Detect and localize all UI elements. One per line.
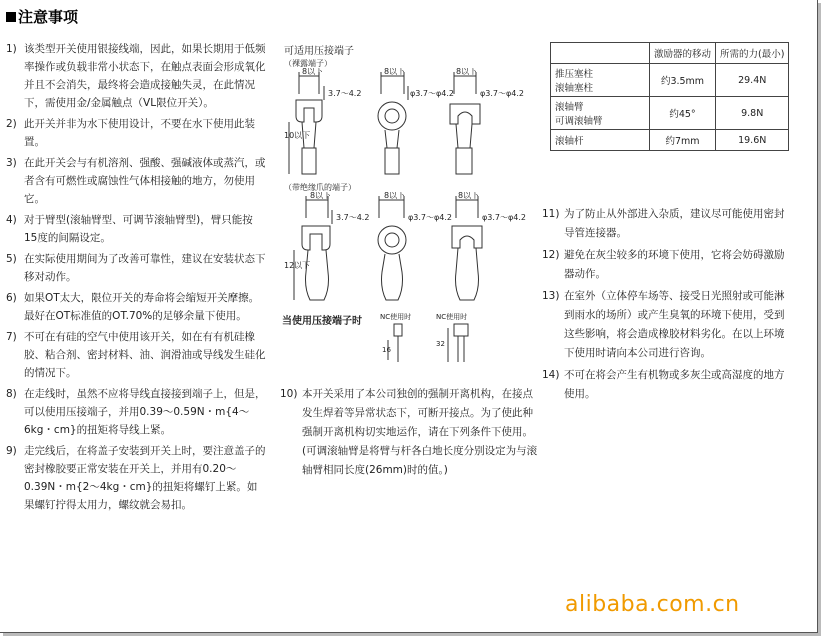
table-cell: 9.8N (716, 97, 789, 130)
dim-b-label: 32 (436, 340, 445, 348)
table-cell: 约45° (650, 97, 716, 130)
nc-section-label: 当使用压接端子时 (282, 316, 362, 327)
terminals-heading: 可适用压接端子 (284, 46, 354, 57)
table-cell: 滚轴杆 (551, 130, 650, 151)
dim-width-label: 8以下 (384, 192, 406, 200)
table-header: 激励器的移动 (650, 43, 716, 64)
bare-terminal-label: （裸露端子） (284, 59, 332, 68)
list-item: 13) 在室外（立体停车场等、接受日光照射或可能淋到雨水的场所）或产生臭氧的环境下使用，受到这些影响，将会造成橡胶材料劣化。在以上环境下使用时请向本公司进行咨询。 (542, 290, 785, 359)
table-cell: 推压塞柱 滚轴塞柱 (551, 64, 650, 97)
table-cell: 29.4N (716, 64, 789, 97)
dim-width-label: 8以下 (302, 68, 324, 76)
table-row (551, 130, 789, 151)
dim-width-label: 8以下 (310, 192, 332, 200)
table-cell: 19.6N (716, 130, 789, 151)
square-bullet-icon (6, 12, 16, 22)
watermark: alibaba.com.cn (565, 592, 740, 617)
dim-hole-label: φ3.7～φ4.2 (482, 213, 526, 222)
table-cell: 约3.5mm (650, 64, 716, 97)
list-item: 11) 为了防止从外部进入杂质，建议尽可能使用密封导管连接器。 (542, 208, 785, 239)
dim-hole-label: 3.7～4.2 (328, 89, 362, 98)
dim-width-label: 8以下 (384, 68, 406, 76)
nc-used-label: NC使用时 (436, 313, 468, 321)
list-item: 6) 如果OT太大，限位开关的寿命将会缩短开关摩擦。最好在OT标准值的OT.70%的足够余量下使用。 (6, 292, 260, 322)
dim-length-label: 10以下 (284, 131, 311, 140)
dim-a-label: 16 (382, 346, 391, 354)
table-header-row (551, 43, 789, 64)
list-item: 7) 不可在有硅的空气中使用该开关，如在有有机硅橡胶、粘合剂、密封材料、油、润滑油或导线发生硅化的情况下。 (6, 331, 266, 379)
table-cell: 滚轴臂 可调滚轴臂 (551, 97, 650, 130)
dim-length-label: 12以下 (284, 261, 311, 270)
dim-hole-label: φ3.7～φ4.2 (480, 89, 524, 98)
dim-width-label: 8以下 (458, 192, 480, 200)
insulated-terminals-diagram (284, 192, 544, 307)
dim-hole-label: φ3.7～φ4.2 (410, 89, 454, 98)
list-item: 3) 在此开关会与有机溶剂、强酸、强碱液体或蒸汽，或者含有可燃性或腐蚀性气体相接触的地方，勿使用它。 (6, 157, 266, 205)
dim-hole-label: φ3.7～φ4.2 (408, 213, 452, 222)
table-header (551, 43, 650, 64)
list-item: 10) 本开关采用了本公司独创的强制开离机构，在接点发生焊着等异常状态下，可断开接点。为了使此种强制开离机构切实地运作，请在下列条件下使用。(可调滚轴臂是将臂与杆各白地长度分别设定为与滚轴臂相同长度(26mm)时的值。) (280, 388, 538, 476)
nc-used-label: NC使用时 (380, 313, 412, 321)
list-item: 12) 避免在灰尘较多的环境下使用，它将会妨碍激励器动作。 (542, 249, 785, 280)
bare-terminals-diagram (284, 68, 544, 178)
list-item: 8) 在走线时，虽然不应将导线直接接到端子上，但是，可以使用压接端子，并用0.39～0.59N・m{4～6kg・cm}的扭矩将导线上紧。 (6, 388, 266, 436)
right-column (542, 205, 792, 407)
list-item: 2) 此开关并非为水下使用设计，不要在水下使用此装置。 (6, 118, 255, 148)
list-item: 9) 走完线后，在将盖子安装到开关上时，要注意盖子的密封橡胶要正常安装在开关上，并用有0.20～0.39N・m{2～4kg・cm}的扭矩将螺钉上紧。如果螺钉拧得太用力，螺纹就会易扣。 (6, 445, 266, 511)
table-row (551, 64, 789, 97)
nc-wiring-diagram (380, 310, 490, 370)
insulated-terminal-label: （带绝缘爪的端子） (284, 183, 356, 192)
list-item: 5) 在实际使用期间为了改善可靠性，建议在安装状态下移对动作。 (6, 253, 266, 283)
actuator-force-table (550, 42, 789, 151)
table-header: 所需的力(最小) (716, 43, 789, 64)
list-item: 14) 不可在将会产生有机物或多灰尘或高湿度的地方使用。 (542, 369, 785, 400)
page-title: 注意事项 (6, 6, 78, 27)
left-column (6, 40, 266, 517)
list-item: 4) 对于臂型(滚轴臂型、可调节滚轴臂型)，臂只能按15度的间隔设定。 (6, 214, 253, 244)
table-cell: 约7mm (650, 130, 716, 151)
list-item: 1) 该类型开关使用银接线端，因此，如果长期用于低频率操作或负载非常小状态下，在触点表面会形成氧化并且不会消失，最终将会造成接触失灵，在此情况下，需使用金/金属触点（VL限位开关）。 (6, 43, 266, 109)
table-row (551, 97, 789, 130)
dim-hole-label: 3.7～4.2 (336, 213, 370, 222)
dim-width-label: 8以下 (456, 68, 478, 76)
